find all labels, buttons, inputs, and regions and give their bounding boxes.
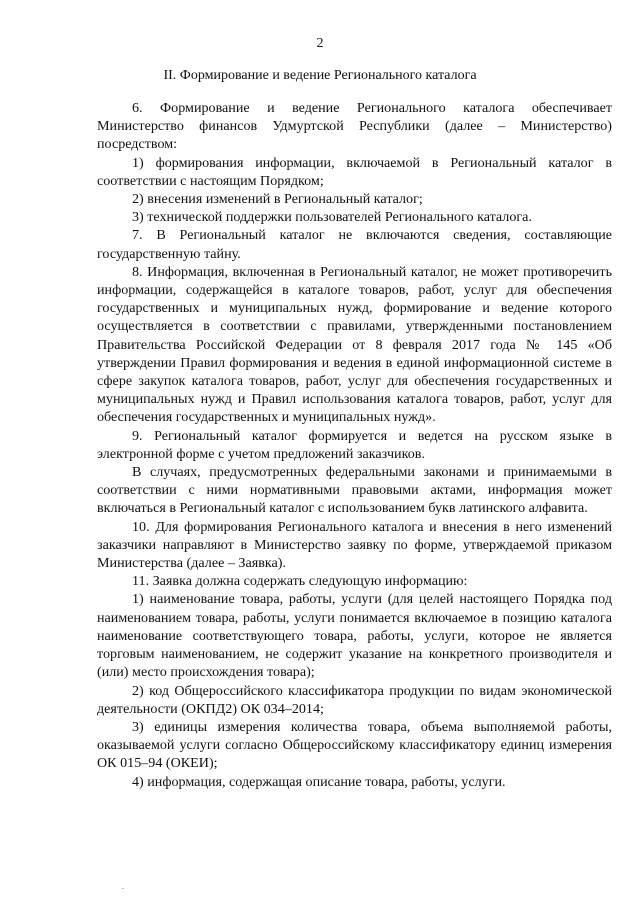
paragraph-8: 8. Информация, включенная в Региональный каталог, не может противоречить информации, содержащейся в каталоге товаров, работ, услуг для обеспечения государственных и муниципальных нужд, формирование и ведение которого осуществляется в соответствии с правилами, утвержденными постановлением Правительства Российской Федерации от 8 февраля 2017 года № 145 «Об утверждении Правил формирования и ведения в единой информационной системе в сфере закупок каталога товаров, работ, услуг для обеспечения государственных и муниципальных нужд и Правил использования каталога товаров, работ, услуг для обеспечения государственных и муниципальных нужд». bbox=[97, 263, 612, 426]
paragraph-11-item-1: 1) наименование товара, работы, услуги (для целей настоящего Порядка под наименованием товара, работы, услуги понимается включаемое в позицию каталога наименование соответствующего товара, работы, услуги, которое не является торговым наименованием, не содержит указание на конкретного производителя и (или) место происхождения товара); bbox=[97, 591, 612, 681]
document-body bbox=[97, 99, 612, 791]
paragraph-6-item-3: 3) технической поддержки пользователей Регионального каталога. bbox=[132, 209, 532, 226]
paragraph-11: 11. Заявка должна содержать следующую информацию: bbox=[132, 573, 468, 590]
paragraph-11-item-2: 2) код Общероссийского классификатора продукции по видам экономической деятельности (ОКПД2) ОК 034–2014; bbox=[97, 682, 612, 717]
paragraph-7: 7. В Региональный каталог не включаются сведения, составляющие государственную тайну. bbox=[97, 227, 612, 262]
paragraph-6-item-2: 2) внесения изменений в Региональный каталог; bbox=[132, 191, 423, 208]
paragraph-9: 9. Региональный каталог формируется и ведется на русском языке в электронной форме с учетом предложений заказчиков. bbox=[97, 427, 612, 462]
paragraph-6: 6. Формирование и ведение Регионального каталога обеспечивает Министерство финансов Удмуртской Республики (далее – Министерство) посредством: bbox=[97, 100, 612, 153]
section-title: II. Формирование и ведение Регионального каталога bbox=[163, 68, 477, 83]
paragraph-11-item-3: 3) единицы измерения количества товара, объема выполняемой работы, оказываемой услуги согласно Общероссийскому классификатору единиц измерения ОК 015–94 (ОКЕИ); bbox=[97, 718, 612, 772]
paragraph-9-continuation: В случаях, предусмотренных федеральными законами и принимаемыми в соответствии с ними нормативными правовыми актами, информация может включаться в Региональный каталог с использованием букв латинского алфавита. bbox=[97, 464, 612, 517]
paragraph-11-item-4: 4) информация, содержащая описание товара, работы, услуги. bbox=[132, 773, 506, 790]
scan-speck bbox=[122, 888, 124, 889]
paragraph-10: 10. Для формирования Регионального каталога и внесения в него изменений заказчики направляют в Министерство заявку по форме, утверждаемой приказом Министерства (далее – Заявка). bbox=[97, 518, 612, 572]
paragraph-6-item-1: 1) формирования информации, включаемой в Региональный каталог в соответствии с настоящим Порядком; bbox=[97, 154, 612, 189]
page-number: 2 bbox=[316, 36, 324, 51]
